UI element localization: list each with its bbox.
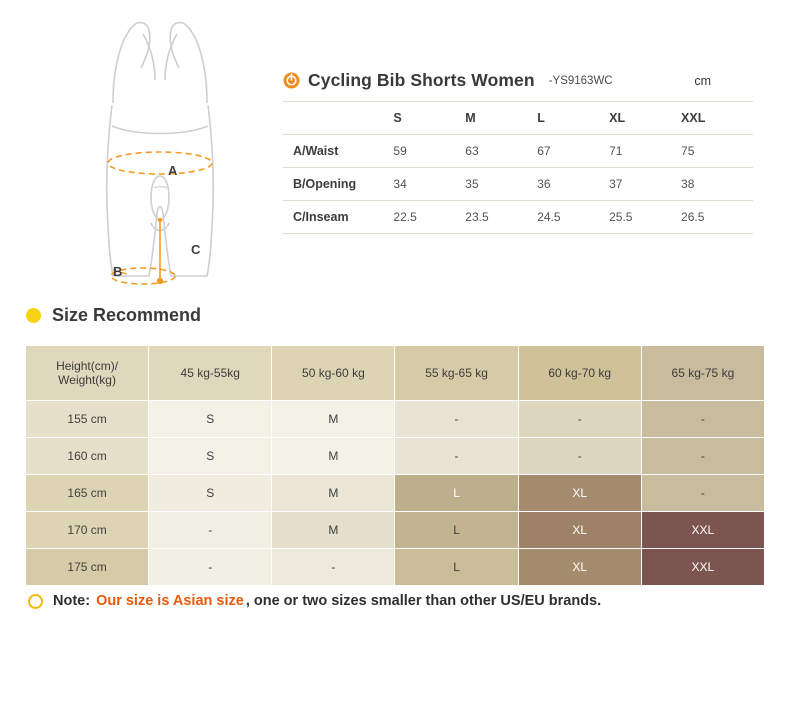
measurement-header: [283, 70, 753, 101]
yellow-dot-icon: [26, 308, 41, 323]
size-recommend-title: Size Recommend: [52, 305, 202, 325]
size-grid-corner: Height(cm)/ Weight(kg): [26, 346, 149, 401]
size-cell: XXL: [641, 549, 764, 586]
table-row: [26, 475, 765, 512]
measurement-cell: 24.5: [537, 201, 609, 234]
measurement-cell: 22.5: [393, 201, 465, 234]
size-cell: M: [272, 401, 395, 438]
measurement-cell: 36: [537, 168, 609, 201]
size-cell: L: [395, 475, 518, 512]
weight-column-5: 65 kg-75 kg: [641, 346, 764, 401]
measurement-row-label: B/Opening: [283, 168, 393, 201]
size-cell: -: [641, 401, 764, 438]
measurement-col-xxl: XXL: [681, 102, 753, 135]
size-cell: L: [395, 549, 518, 586]
measurement-row-label: A/Waist: [283, 135, 393, 168]
note-suffix: , one or two sizes smaller than other US/EU brands.: [245, 593, 602, 609]
product-code: -YS9163WC: [548, 74, 613, 87]
size-cell: -: [272, 549, 395, 586]
measurement-cell: 63: [465, 135, 537, 168]
bib-shorts-diagram: [55, 8, 265, 288]
size-recommend-table: [25, 345, 765, 586]
size-cell: XXL: [641, 512, 764, 549]
size-cell: XL: [518, 512, 641, 549]
weight-column-2: 50 kg-60 kg: [272, 346, 395, 401]
table-row: [26, 512, 765, 549]
size-cell: -: [395, 438, 518, 475]
size-cell: -: [149, 549, 272, 586]
size-cell: M: [272, 512, 395, 549]
size-cell: -: [641, 475, 764, 512]
measurement-cell: 71: [609, 135, 681, 168]
measurement-row-label: C/Inseam: [283, 201, 393, 234]
measurement-cell: 23.5: [465, 201, 537, 234]
size-recommend-panel: [25, 345, 765, 586]
size-cell: L: [395, 512, 518, 549]
measurement-cell: 34: [393, 168, 465, 201]
size-cell: -: [518, 401, 641, 438]
weight-column-4: 60 kg-70 kg: [518, 346, 641, 401]
measurement-col-l: L: [537, 102, 609, 135]
size-cell: S: [149, 475, 272, 512]
measurement-cell: 26.5: [681, 201, 753, 234]
note-prefix: Note:: [53, 593, 91, 609]
size-cell: -: [518, 438, 641, 475]
size-cell: -: [641, 438, 764, 475]
height-label: 160 cm: [26, 438, 149, 475]
measurement-header-row: [283, 102, 753, 135]
measurement-cell: 59: [393, 135, 465, 168]
height-label: 170 cm: [26, 512, 149, 549]
table-row: [283, 168, 753, 201]
size-cell: M: [272, 475, 395, 512]
diagram-label-b: B: [113, 264, 123, 279]
diagram-label-c: C: [191, 242, 201, 257]
measurement-col-xl: XL: [609, 102, 681, 135]
height-label: 155 cm: [26, 401, 149, 438]
size-cell: S: [149, 401, 272, 438]
table-row: [283, 201, 753, 234]
table-row: [26, 438, 765, 475]
height-label: 165 cm: [26, 475, 149, 512]
table-row: [26, 401, 765, 438]
size-cell: -: [149, 512, 272, 549]
measurement-cell: 38: [681, 168, 753, 201]
size-cell: XL: [518, 549, 641, 586]
measurement-col-s: S: [393, 102, 465, 135]
waist-measure-line: [108, 152, 212, 174]
height-label: 175 cm: [26, 549, 149, 586]
measurement-cell: 67: [537, 135, 609, 168]
product-title: Cycling Bib Shorts Women: [308, 70, 535, 90]
measurement-cell: 37: [609, 168, 681, 201]
table-row: [283, 135, 753, 168]
measurement-corner: [283, 102, 393, 135]
measurement-panel: [283, 70, 753, 234]
note-row: [28, 593, 601, 609]
measurement-table: [283, 101, 753, 234]
size-cell: -: [395, 401, 518, 438]
weight-column-1: 45 kg-55kg: [149, 346, 272, 401]
measurement-unit: cm: [694, 73, 711, 88]
size-recommend-header-row: [26, 346, 765, 401]
weight-column-3: 55 kg-65 kg: [395, 346, 518, 401]
table-row: [26, 549, 765, 586]
size-cell: XL: [518, 475, 641, 512]
top-section: [0, 0, 790, 290]
measurement-col-m: M: [465, 102, 537, 135]
note-circle-icon: [28, 594, 43, 609]
measurement-cell: 25.5: [609, 201, 681, 234]
target-icon: [283, 72, 300, 89]
measurement-cell: 35: [465, 168, 537, 201]
note-highlight: Our size is Asian size: [96, 593, 244, 609]
measurement-cell: 75: [681, 135, 753, 168]
size-cell: M: [272, 438, 395, 475]
size-recommend-header: [26, 305, 201, 326]
diagram-label-a: A: [168, 163, 178, 178]
size-cell: S: [149, 438, 272, 475]
